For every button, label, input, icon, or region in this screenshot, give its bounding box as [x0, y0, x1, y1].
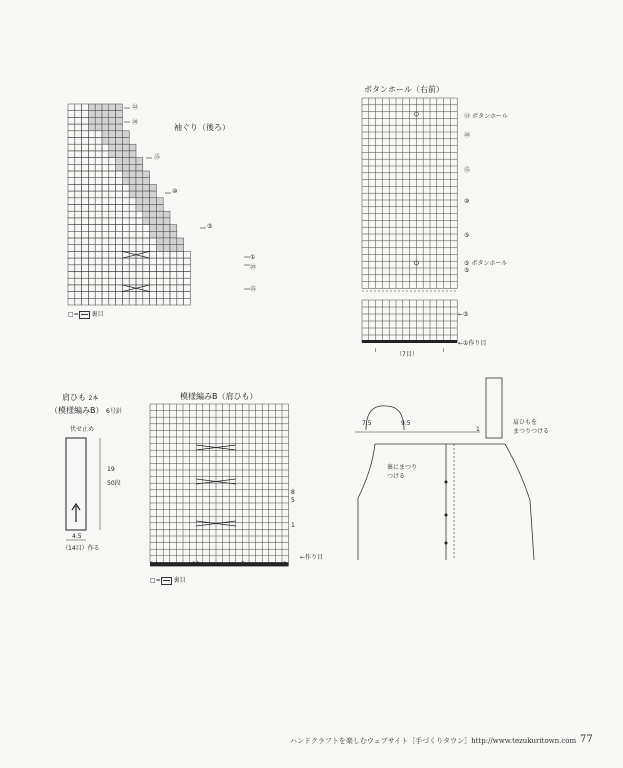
assembly-dim-c: 1	[476, 426, 480, 433]
buttonhole-marker: ⑬ ボタンホール	[464, 113, 508, 120]
armhole-marker: ⑳	[132, 119, 139, 126]
assembly-left-edge	[358, 444, 375, 560]
buttonhole-marker: ⑤ ボタンホール	[464, 260, 508, 267]
patternB-col-label: 14	[150, 561, 158, 568]
patternB-legend: □= 裏目	[150, 577, 186, 584]
patternB-grid	[150, 404, 289, 562]
armhole-legend: □= 裏目	[68, 311, 104, 318]
assembly-button	[445, 514, 448, 517]
strap-pattern: （模様編みB） 6号針	[50, 406, 122, 415]
assembly-note-back: 裏にまつり つける	[387, 464, 418, 480]
footer-text: ハンドクラフトを楽しむウェブサイト［手づくりタウン］http://www.tezukuritown.com	[290, 737, 577, 745]
patternB-title: 模様編みB（肩ひも）	[180, 392, 258, 401]
armhole-marker: ㉒	[132, 104, 139, 111]
strap-width-sts: （14目）作る	[62, 545, 100, 552]
patternB-row-label: 5	[291, 497, 295, 504]
armhole-marker: ①	[250, 254, 256, 261]
armhole-title: 袖ぐり（後ろ）	[174, 123, 230, 132]
assembly-button	[445, 542, 448, 545]
strap-direction-arrow	[72, 504, 80, 522]
strap-width-cm: 4.5	[72, 533, 82, 540]
patternB-cast-on-bar	[150, 562, 289, 566]
armhole-marker: ⑩	[172, 188, 178, 195]
buttonhole-cast-on: ←①作り目	[458, 340, 487, 347]
buttonhole-width: （7目）	[396, 351, 418, 358]
assembly-dim-b: 9.5	[401, 420, 411, 427]
strap-length-cm: 19	[107, 466, 115, 473]
buttonhole-marker: ←⑤	[458, 311, 469, 318]
armhole-marker: ⑮	[154, 154, 161, 161]
buttonhole-marker: ⑳	[464, 132, 471, 139]
armhole-marker: ㉕	[250, 286, 257, 293]
buttonhole-marker: ⑮	[464, 167, 471, 174]
patternB-row-label: 1	[291, 522, 295, 529]
strap-title: 肩ひも 2本	[62, 393, 99, 402]
strap-length-rows: 50段	[107, 480, 121, 487]
assembly-note-strap: 肩ひもを まつりつける	[513, 419, 550, 435]
buttonhole-grid-lower	[362, 300, 457, 342]
patternB-cast-on: ←作り目	[300, 554, 324, 561]
assembly-dim-a: 7.5	[362, 420, 372, 427]
assembly-strap-top	[486, 378, 502, 438]
page-number: 77	[580, 734, 593, 745]
patternB-col-label: 1	[283, 561, 287, 568]
strap-bind-off: 伏せ止め	[70, 426, 95, 433]
patternB-row-label: 8	[291, 489, 295, 496]
buttonhole-title: ボタンホール（右前）	[364, 85, 444, 94]
armhole-grid	[68, 104, 190, 305]
armhole-marker: ㉙	[250, 264, 257, 271]
buttonhole-marker: ⑤	[464, 232, 470, 239]
armhole-marker: ⑤	[207, 223, 213, 230]
patternB-col-label: 5	[241, 561, 245, 568]
assembly-button	[445, 481, 448, 484]
buttonhole-grid-upper	[362, 98, 457, 288]
buttonhole-cast-on-bar	[362, 340, 457, 343]
buttonhole-marker: ⑩	[464, 198, 470, 205]
assembly-right-edge	[505, 444, 534, 560]
patternB-col-label: 10	[192, 561, 200, 568]
buttonhole-marker: ⑤	[464, 267, 470, 274]
